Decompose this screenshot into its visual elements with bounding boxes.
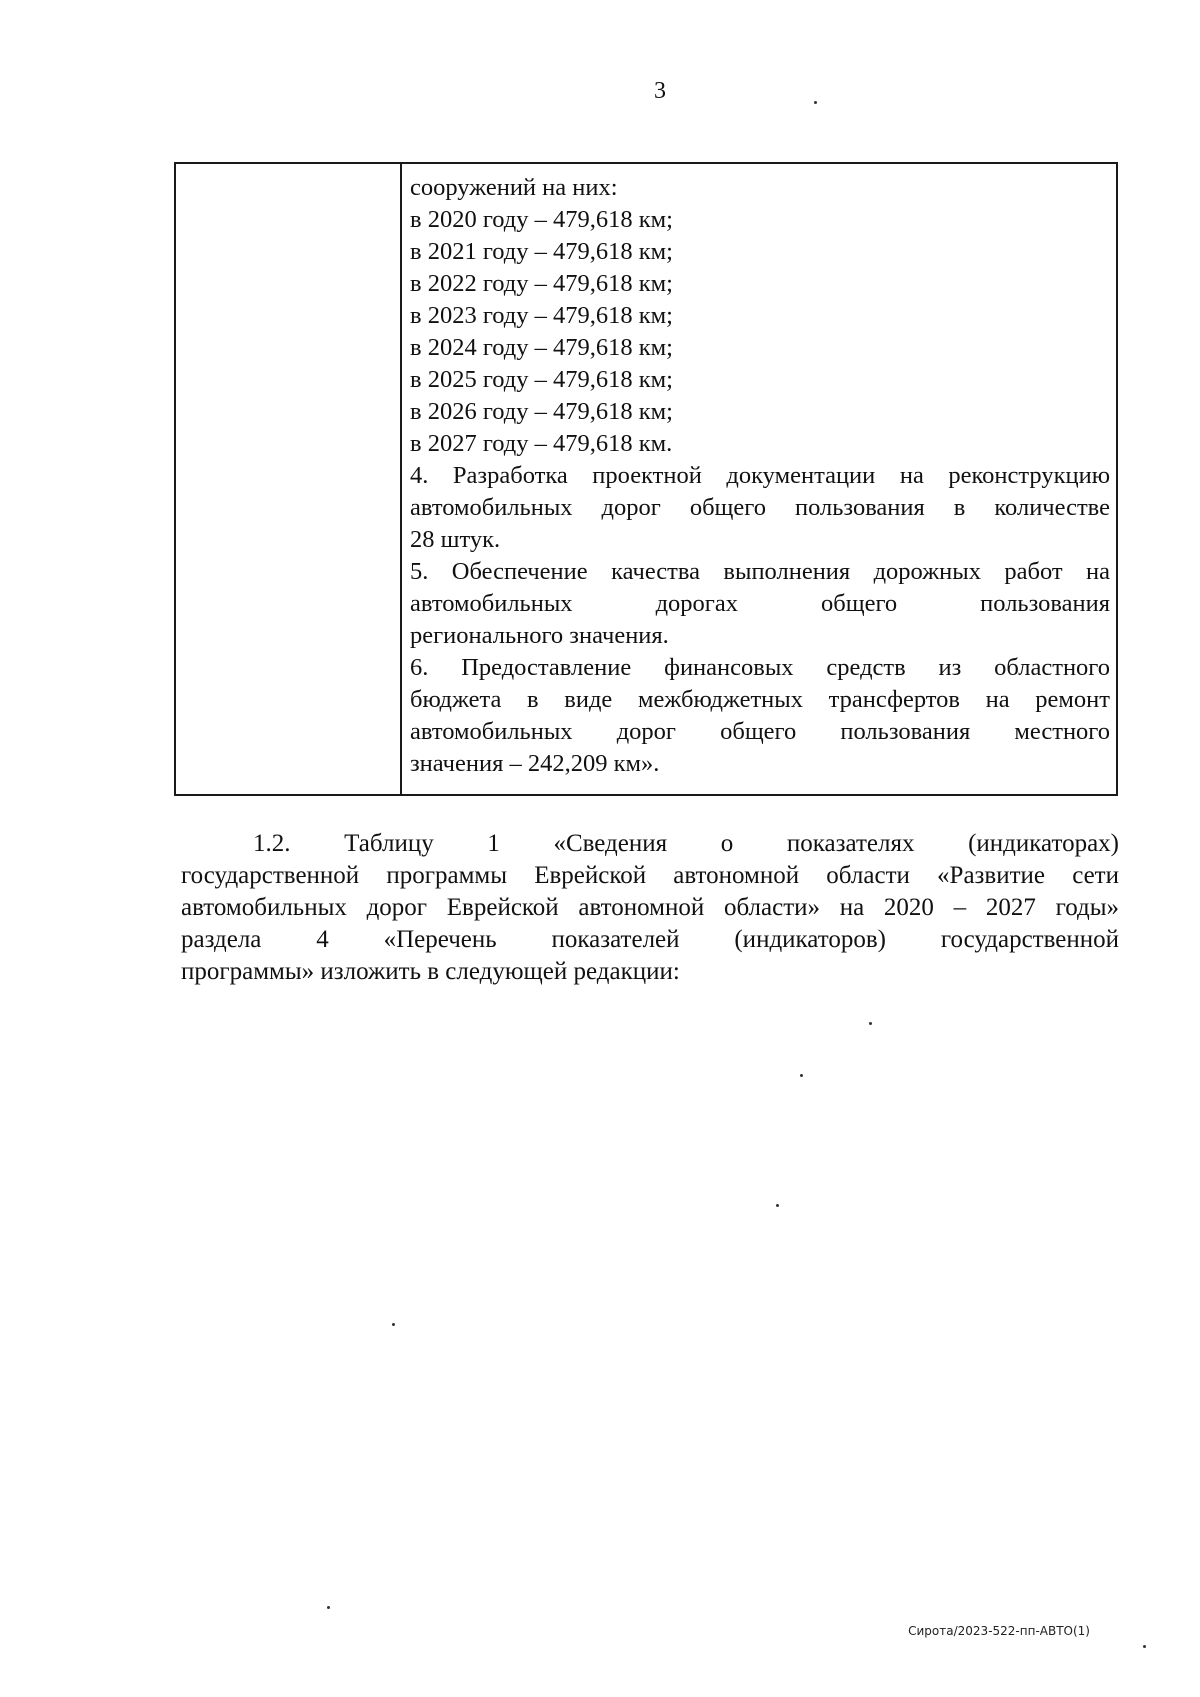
scan-speck — [869, 1022, 872, 1025]
table-line: в 2023 году – 479,618 км; — [410, 302, 673, 329]
table-line: в 2025 году – 479,618 км; — [410, 366, 673, 393]
table-line: бюджета в виде межбюджетных трансфертов на ремонт — [410, 686, 1110, 713]
table-line: в 2026 году – 479,618 км; — [410, 398, 673, 425]
table-line: автомобильных дорог общего пользования в количестве — [410, 494, 1110, 521]
scan-speck — [814, 101, 817, 104]
table-line: в 2022 году – 479,618 км; — [410, 270, 673, 297]
table-line: в 2021 году – 479,618 км; — [410, 238, 673, 265]
table-line: автомобильных дорогах общего пользования — [410, 590, 1110, 617]
page-number: 3 — [654, 78, 666, 104]
table-line: 6. Предоставление финансовых средств из областного — [410, 654, 1110, 681]
table-line: в 2027 году – 479,618 км. — [410, 430, 673, 457]
scan-speck — [392, 1323, 395, 1326]
table-line: автомобильных дорог общего пользования местного — [410, 718, 1110, 745]
table-line: 5. Обеспечение качества выполнения дорожных работ на — [410, 558, 1110, 585]
table-line: значения – 242,209 км». — [410, 750, 660, 777]
scan-speck — [327, 1606, 330, 1609]
table-line: в 2020 году – 479,618 км; — [410, 206, 673, 233]
paragraph-line: государственной программы Еврейской автономной области «Развитие сети — [181, 862, 1119, 889]
document-code: Сирота/2023-522-пп-АВТО(1) — [908, 1624, 1090, 1638]
table-line: регионального значения. — [410, 622, 669, 649]
scan-speck — [1143, 1645, 1146, 1648]
table-line: сооружений на них: — [410, 174, 618, 201]
paragraph-line: 1.2. Таблицу 1 «Сведения о показателях (индикаторах) — [253, 830, 1119, 857]
table-line: 4. Разработка проектной документации на реконструкцию — [410, 462, 1110, 489]
scan-speck — [800, 1074, 803, 1077]
scan-speck — [776, 1204, 779, 1207]
table-right-cell — [402, 164, 1116, 794]
paragraph-line: автомобильных дорог Еврейской автономной области» на 2020 – 2027 годы» — [181, 894, 1119, 921]
table-line: в 2024 году – 479,618 км; — [410, 334, 673, 361]
amendment-paragraph — [181, 828, 1119, 988]
table-left-cell — [176, 164, 402, 794]
table-line: 28 штук. — [410, 526, 501, 553]
paragraph-line: программы» изложить в следующей редакции: — [181, 958, 680, 985]
paragraph-line: раздела 4 «Перечень показателей (индикаторов) государственной — [181, 926, 1119, 953]
program-table — [174, 162, 1118, 796]
